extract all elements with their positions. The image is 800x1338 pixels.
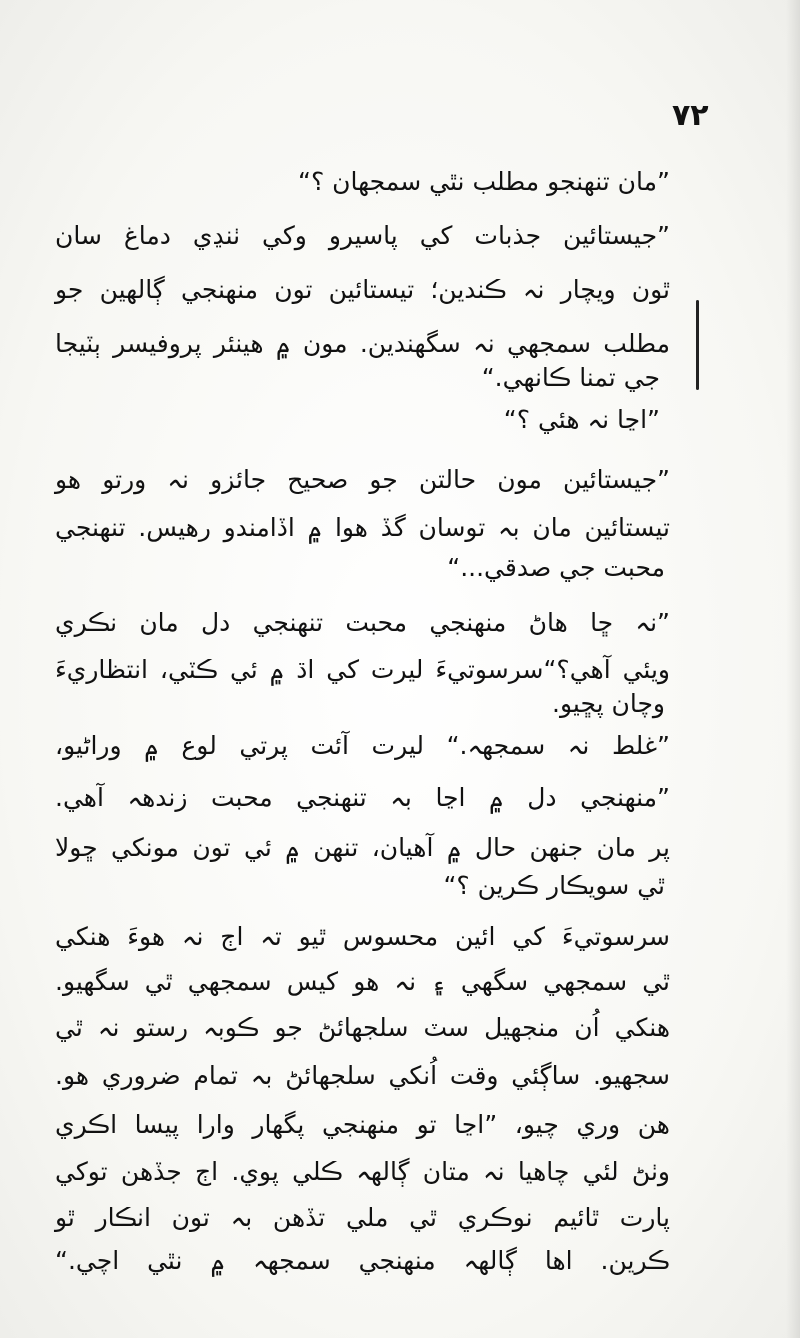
text-line: محبت جي صدقي...“	[447, 553, 665, 582]
text-line: سجهيو. ساڳئي وقت اُنکي سلجهائڻ بہ تمام ضروري هو.	[55, 1061, 670, 1090]
text-line: ”اڃا نہ هئي ؟“	[503, 405, 660, 434]
text-line: ٿون ويچار نہ ڪندين؛ تيستائين تون منهنجي ڳالهين جو	[55, 275, 670, 304]
text-line: وچان پڇيو.	[552, 689, 665, 718]
text-line: ”نہ ڇا هاڻ منهنجي محبت تنهنجي دل مان نڪري	[55, 608, 670, 637]
text-line: ٿي سويڪار ڪرين ؟“	[443, 871, 665, 900]
text-line: تيستائين مان بہ توسان گڏ هوا ۾ اڏامندو رهيس. تنهنجي	[55, 513, 670, 542]
text-line: ”غلط نہ سمجهہ.“ ليرت آئت پرتي لوع ۾ وراڻيو،	[55, 731, 670, 760]
text-line: ”جيستائين جذبات کي پاسيرو وکي ٺنڍي دماغ سان	[55, 221, 670, 250]
text-line: سرسوتيءَ کي ائين محسوس ٿيو تہ اڄ نہ هوءَ هنکي	[55, 922, 670, 951]
text-line: پارت ٿائيم نوڪري ٿي ملي تڏهن بہ تون انڪار ٿو	[55, 1203, 670, 1232]
text-line: هنکي اُن منجهيل سٽ سلجهائڻ جو ڪوبہ رستو نہ ٿي	[55, 1013, 670, 1042]
text-line: ”مان تنهنجو مطلب نٿي سمجهان ؟“	[298, 167, 670, 196]
text-line: ڪرين. اها ڳالهہ منهنجي سمجهہ ۾ نٿي اچي.“	[55, 1246, 670, 1275]
text-line: ”منهنجي دل ۾ اڃا بہ تنهنجي محبت زندهہ آهي.	[55, 783, 670, 812]
text-line: جي تمنا ڪانهي.“	[481, 363, 660, 392]
text-line: ٿي سمجهي سگهي ۽ نہ هو کيس سمجهي ٿي سگهيو.	[55, 967, 670, 996]
text-line: وٺڻ لئي چاهيا نہ متان ڳالهہ ڪلي پوي. اڄ جڏهن توکي	[55, 1157, 670, 1186]
text-line: ويئي آهي؟“سرسوتيءَ ليرت کي اڌ ۾ ئي ڪٽي، انتظاريءَ	[55, 655, 670, 684]
text-line: ”جيستائين مون حالتن جو صحيح جائزو نہ ورتو هو	[55, 465, 670, 494]
text-line: هن وري چيو، ”اڃا تو منهنجي پگهار وارا پيسا اڪري	[55, 1110, 670, 1139]
margin-pen-mark	[696, 300, 699, 390]
page-edge-shadow	[786, 0, 800, 1338]
page-number: ۷۲	[672, 98, 709, 133]
text-line: مطلب سمجهي نہ سگهندين. مون ۾ هينئر پروفيسر ٻٽيجا	[55, 329, 670, 358]
text-line: پر مان جنهن حال ۾ آهيان، تنهن ۾ ئي تون مونکي ڇولا	[55, 833, 670, 862]
